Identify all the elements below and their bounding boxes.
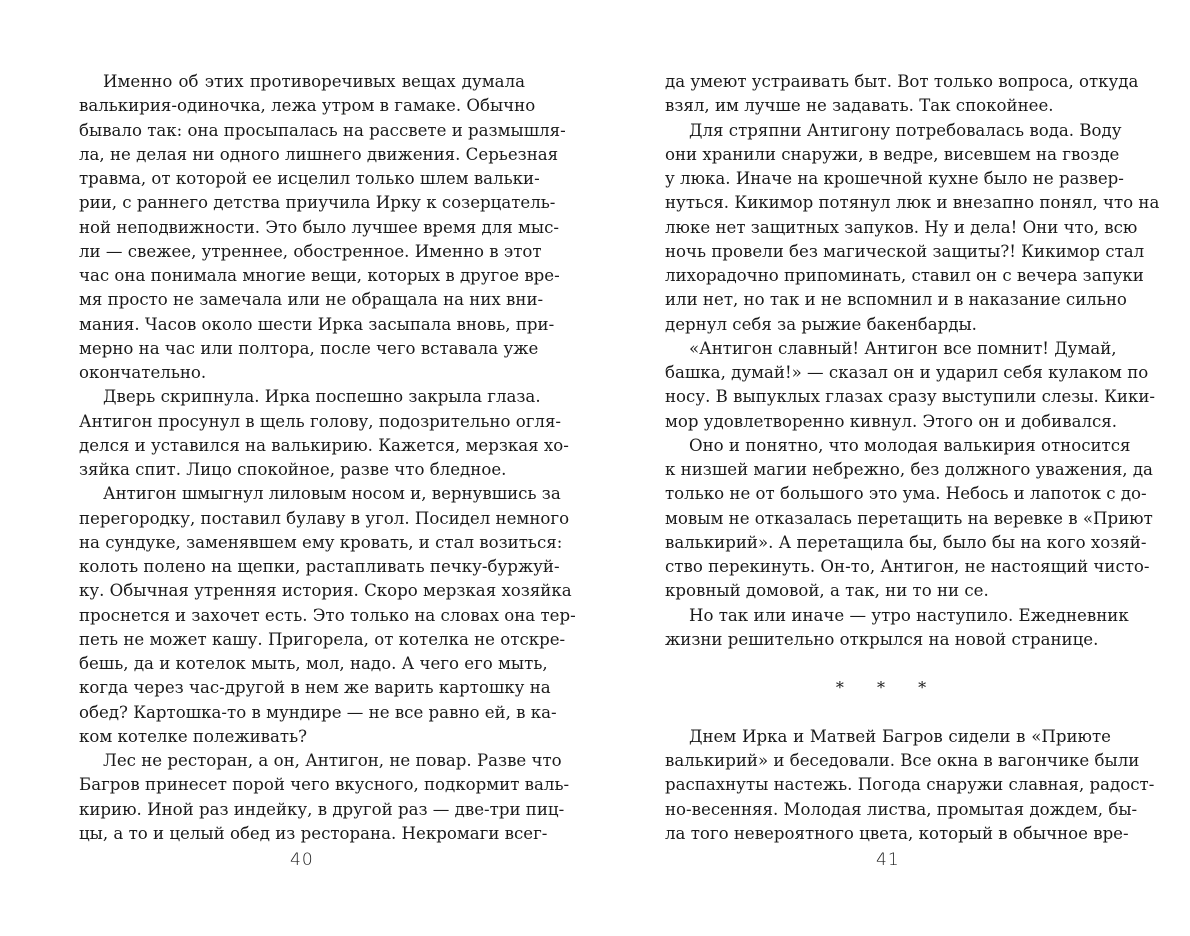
text-line: Именно об этих противоречивых вещах думала [103,72,525,91]
text-line: мор удовлетворенно кивнул. Этого он и добивался. [665,411,1118,431]
text-line: бывало так: она просыпалась на рассвете и размышля- [79,120,566,140]
text-line: Днем Ирка и Матвей Багров сидели в «Приюте [689,726,1111,746]
text-line: перегородку, поставил булаву в угол. Посидел немного [79,508,570,528]
text-line: ство перекинуть. Он-то, Антигон, не настоящий чисто- [665,557,1150,576]
text-line: лихорадочно припоминать, ставил он с вечера запуки [665,266,1144,285]
left-page-text [79,70,576,846]
text-line: мовым не отказалась перетащить на веревке в «Приют [665,508,1153,528]
text-line: мя просто не замечала или не обращала на них вни- [79,290,544,310]
text-line: мания. Часов около шести Ирка засыпала вновь, при- [79,314,555,334]
text-line: мерно на час или полтора, после чего вставала уже [79,338,539,358]
text-line: на сундуке, заменявшем ему кровать, и стал возиться: [79,532,563,552]
text-line: Багров принесет порой чего вкусного, подкормит валь- [79,775,570,795]
text-line: к низшей магии небрежно, без должного уважения, да [665,460,1153,479]
text-line: дернул себя за рыжие бакенбарды. [665,314,977,334]
text-line: Лес не ресторан, а он, Антигон, не повар. Разве что [103,751,562,770]
text-line: ной неподвижности. Это было лучшее время для мыс- [79,217,560,237]
text-line: ку. Обычная утренняя история. Скоро мерзкая хозяйка [79,581,572,601]
page-number-right: 41 [876,850,900,870]
text-line: валькирия-одиночка, лежа утром в гамаке. Обычно [79,96,536,116]
text-line: распахнуты настежь. Погода снаружи славная, радост- [665,775,1155,795]
text-line: ком котелке полеживать? [79,726,307,746]
text-line: Для стряпни Антигону потребовалась вода. Воду [689,120,1122,140]
text-line: окончательно. [79,363,207,382]
text-line: да умеют устраивать быт. Вот только вопроса, откуда [665,72,1139,91]
text-line: ла того невероятного цвета, который в обычное вре- [665,823,1129,843]
text-line: но-весенняя. Молодая листва, промытая дождем, бы- [665,799,1138,819]
text-line: башка, думай!» — сказал он и ударил себя кулаком по [665,363,1149,382]
text-line: делся и уставился на валькирию. Кажется, мерзкая хо- [79,435,569,455]
text-line: рии, с раннего детства приучила Ирку к созерцатель- [79,193,556,213]
text-line: Антигон шмыгнул лиловым носом и, вернувшись за [103,484,561,504]
text-line: валькирий». А перетащила бы, было бы на кого хозяй- [665,532,1147,552]
text-line: час она понимала многие вещи, которых в другое вре- [79,266,560,285]
page-number-left: 40 [290,850,314,870]
text-line: Дверь скрипнула. Ирка поспешно закрыла глаза. [103,387,541,407]
text-line: зяйка спит. Лицо спокойное, разве что бледное. [79,460,507,479]
text-line: люке нет защитных запуков. Ну и дела! Они что, всю [665,217,1138,237]
section-separator: * * * [835,678,941,698]
text-line: только не от большого это ума. Небось и лапоток с до- [665,484,1147,504]
text-line: взял, им лучше не задавать. Так спокойнее. [665,96,1054,116]
text-line: ли — свежее, утреннее, обостренное. Именно в этот [79,241,542,261]
text-line: кирию. Иной раз индейку, в другой раз — две-три пиц- [79,799,565,819]
text-line: или нет, но так и не вспомнил и в наказание сильно [665,290,1127,310]
text-line: Но так или иначе — утро наступило. Ежедневник [689,605,1129,625]
text-line: обед? Картошка-то в мундире — не все равно ей, в ка- [79,702,557,722]
text-line: ла, не делая ни одного лишнего движения. Серьезная [79,144,559,164]
text-line: носу. В выпуклых глазах сразу выступили слезы. Кики- [665,387,1156,407]
text-line: бешь, да и котелок мыть, мол, надо. А чего его мыть, [79,654,548,673]
text-line: Оно и понятно, что молодая валькирия относится [689,435,1131,455]
text-line: когда через час-другой в нем же варить картошку на [79,678,551,698]
text-line: петь не может кашу. Пригорела, от котелка не отскре- [79,629,566,649]
spacer [665,652,1111,676]
text-line: валькирий» и беседовали. Все окна в вагончике были [665,751,1140,770]
text-line: проснется и захочет есть. Это только на словах она тер- [79,605,576,625]
text-line: у люка. Иначе на крошечной кухне было не развер- [665,169,1124,188]
text-line: колоть полено на щепки, растапливать печку-буржуй- [79,557,560,576]
spacer [665,701,1111,725]
text-line: цы, а то и целый обед из ресторана. Некромаги всег- [79,823,548,843]
text-line: нуться. Кикимор потянул люк и внезапно понял, что на [665,193,1160,213]
text-line: Антигон просунул в щель голову, подозрительно огля- [79,411,562,431]
text-line: они хранили снаружи, в ведре, висевшем на гвозде [665,144,1120,164]
text-line: «Антигон славный! Антигон все помнит! Думай, [689,338,1117,358]
text-line: жизни решительно открылся на новой странице. [665,629,1099,649]
text-line: ночь провели без магической защиты?! Кикимор стал [665,241,1145,261]
right-page-text [665,70,1160,846]
text-line: травма, от которой ее исцелил только шлем вальки- [79,169,540,188]
text-line: кровный домовой, а так, ни то ни се. [665,581,989,601]
